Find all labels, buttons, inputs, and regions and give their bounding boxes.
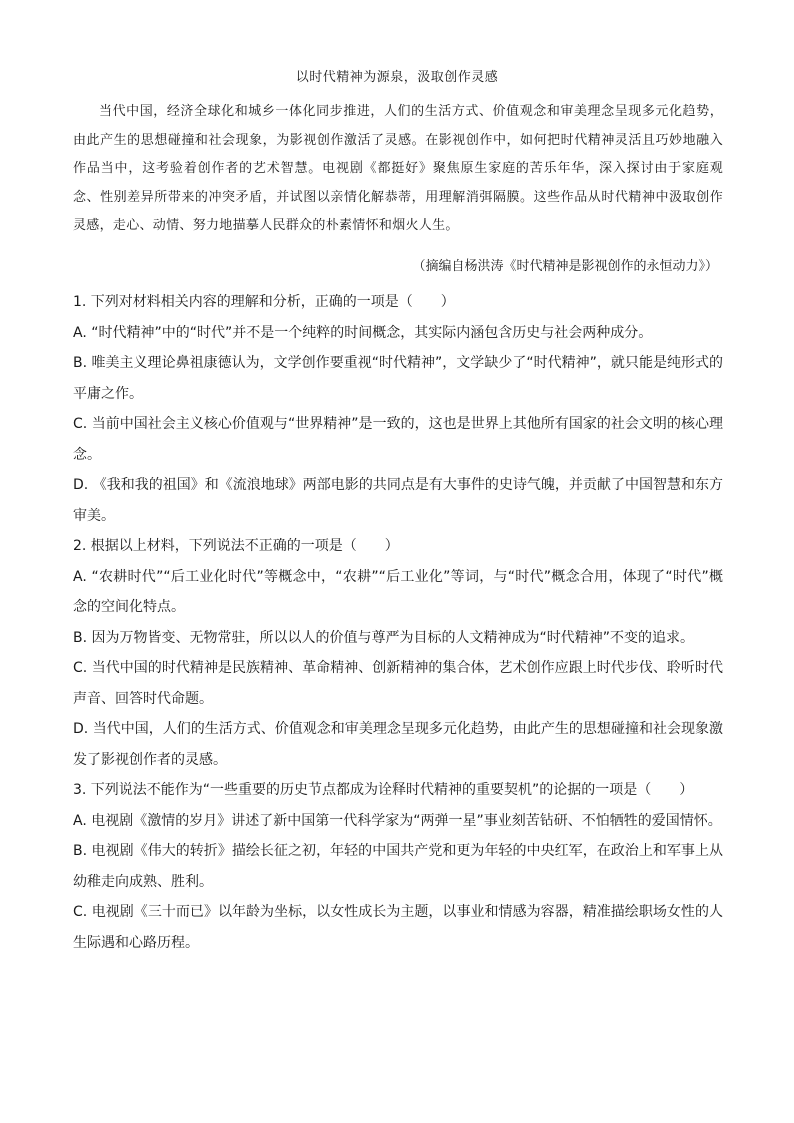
option-c: C. 当代中国的时代精神是民族精神、革命精神、创新精神的集合体，艺术创作应跟上时代步伐、聆听时代声音、回答时代命题。 bbox=[73, 660, 723, 707]
option-d: D. 当代中国，人们的生活方式、价值观念和审美理念呈现多元化趋势，由此产生的思想碰撞和社会现象激发了影视创作者的灵感。 bbox=[73, 721, 723, 768]
passage-text: 当代中国，经济全球化和城乡一体化同步推进，人们的生活方式、价值观念和审美理念呈现多元化趋势，由此产生的思想碰撞和社会现象，为影视创作激活了灵感。在影视创作中，如何把时代精神灵活且巧妙地融入作品当中，这考验着创作者的艺术智慧。电视剧《都挺好》聚焦原生家庭的苦乐年华，深入探讨由于家庭观念、性别差异所带来的冲突矛盾，并试图以亲情化解恭蒂，用理解消弭隔膜。这些作品从时代精神中汲取创作灵感，走心、动情、努力地描摹人民群众的朴素情怀和烟火人生。 bbox=[73, 104, 723, 233]
option-a: A. “农耕时代”“后工业化时代”等概念中，“农耕”“后工业化”等词，与“时代”概念合用，体现了“时代”概念的空间化特点。 bbox=[73, 568, 723, 615]
question-stem: 2. 根据以上材料，下列说法不正确的一项是（ ） bbox=[73, 538, 399, 554]
question-list bbox=[73, 287, 723, 958]
passage-title: 以时代精神为源泉，汲取创作灵感 bbox=[295, 70, 499, 85]
question-1 bbox=[73, 287, 723, 531]
question-3 bbox=[73, 775, 723, 958]
option-c: C. 电视剧《三十而已》以年龄为坐标，以女性成长为主题，以事业和情感为容器，精准描绘职场女性的人生际遇和心路历程。 bbox=[73, 904, 723, 951]
question-2 bbox=[73, 531, 723, 775]
option-a: A. 电视剧《激情的岁月》讲述了新中国第一代科学家为“两弹一星”事业刻苦钻研、不怕牺牲的爱国情怀。 bbox=[73, 812, 722, 829]
question-stem: 3. 下列说法不能作为“一些重要的历史节点都成为诠释时代精神的重要契机”的论据的一项是（ ） bbox=[73, 782, 694, 798]
option-b: B. 唯美主义理论鼻祖康德认为，文学创作要重视“时代精神”，文学缺少了“时代精神”，就只能是纯形式的平庸之作。 bbox=[73, 355, 723, 402]
option-d: D. 《我和我的祖国》和《流浪地球》两部电影的共同点是有大事件的史诗气魄，并贡献了中国智慧和东方审美。 bbox=[73, 477, 723, 524]
option-a: A. “时代精神”中的“时代”并不是一个纯粹的时间概念，其实际内涵包含历史与社会两种成分。 bbox=[73, 324, 653, 341]
passage-source: （摘编自杨洪涛《时代精神是影视创作的永恒动力》） bbox=[412, 259, 718, 274]
option-b: B. 因为万物皆变、无物常驻，所以以人的价值与尊严为目标的人文精神成为“时代精神”不变的追求。 bbox=[73, 629, 695, 646]
question-stem: 1. 下列对材料相关内容的理解和分析，正确的一项是（ ） bbox=[73, 294, 455, 310]
option-c: C. 当前中国社会主义核心价值观与“世界精神”是一致的，这也是世界上其他所有国家的社会文明的核心理念。 bbox=[73, 416, 723, 463]
option-b: B. 电视剧《伟大的转折》描绘长征之初，年轻的中国共产党和更为年轻的中央红军，在政治上和军事上从幼稚走向成熟、胜利。 bbox=[73, 843, 723, 890]
